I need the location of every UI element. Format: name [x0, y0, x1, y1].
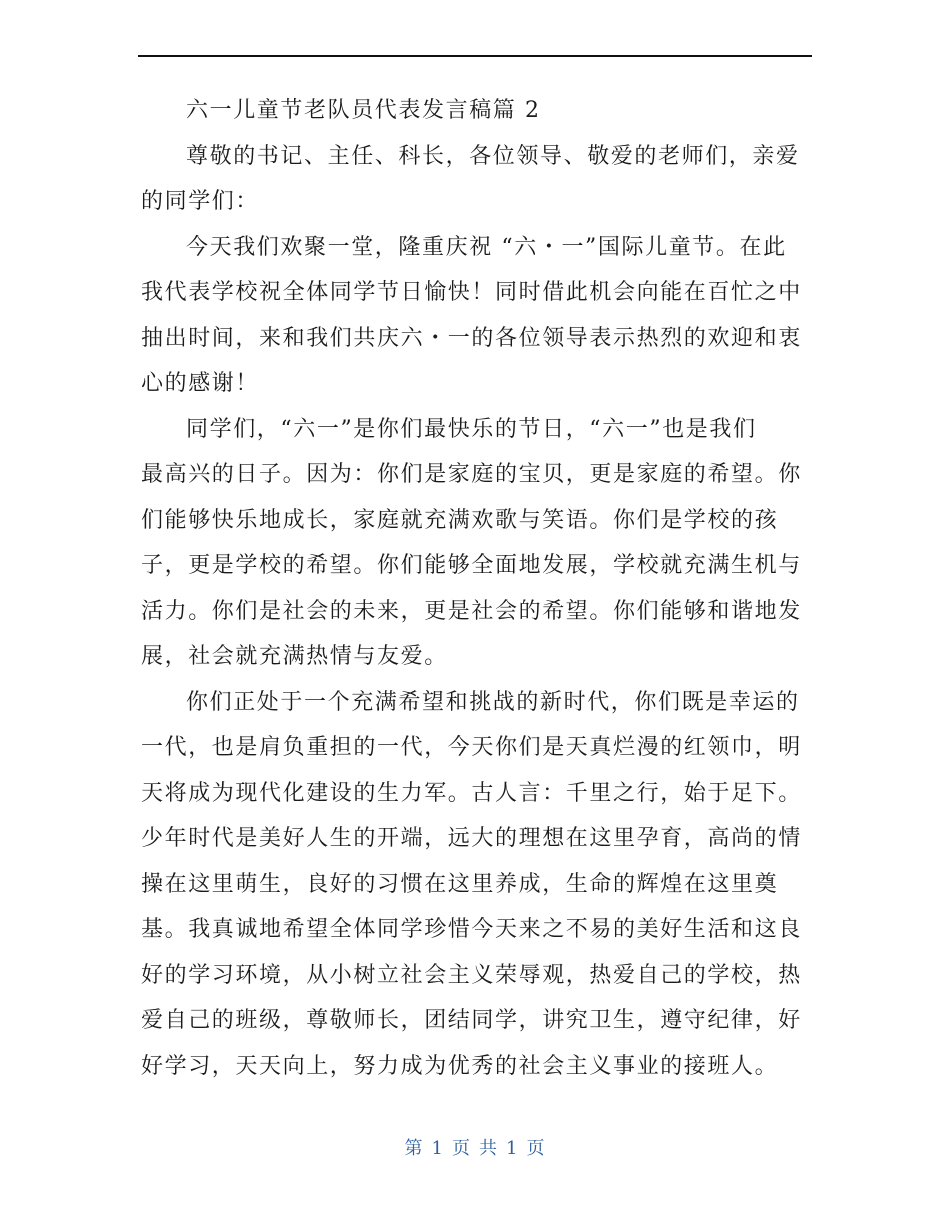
text-line: 展，社会就充满热情与友爱。 [141, 644, 448, 669]
footer-total-pages: 1 [506, 1138, 519, 1159]
text-line: 我代表学校祝全体同学节日愉快！同时借此机会向能在百忙之中 [141, 280, 802, 305]
footer-total-unit: 页 [526, 1138, 546, 1159]
text-line: 好的学习环境，从小树立社会主义荣辱观，热爱自己的学校，热 [141, 962, 802, 988]
text-line: 最高兴的日子。因为：你们是家庭的宝贝，更是家庭的希望。你 [141, 462, 802, 487]
text-line: 爱自己的班级，尊敬师长，团结同学，讲究卫生，遵守纪律，好 [141, 1008, 802, 1033]
text-line: 天将成为现代化建设的生力军。古人言：千里之行，始于足下。 [141, 780, 802, 806]
text-line: 的同学们： [141, 189, 260, 214]
text-line: 心的感谢！ [141, 371, 260, 396]
text-line: 们能够快乐地成长，家庭就充满欢歌与笑语。你们是学校的孩 [141, 507, 779, 533]
text-line: 基。我真诚地希望全体同学珍惜今天来之不易的美好生活和这良 [141, 917, 802, 942]
text-line: 好学习，天天向上，努力成为优秀的社会主义事业的接班人。 [141, 1053, 779, 1079]
header-rule [138, 55, 812, 57]
text-line: 同学们，“六一”是你们最快乐的节日，“六一”也是我们 [186, 416, 757, 442]
text-line: 尊敬的书记、主任、科长，各位领导、敬爱的老师们，亲爱 [186, 143, 800, 169]
text-line: 活力。你们是社会的未来，更是社会的希望。你们能够和谐地发 [141, 598, 802, 624]
footer-current-page: 1 [431, 1138, 444, 1159]
footer-total-label: 共 [479, 1138, 498, 1159]
text-line: 子，更是学校的希望。你们能够全面地发展，学校就充满生机与 [141, 553, 802, 578]
footer-page-unit: 页 [452, 1138, 471, 1159]
text-line: 你们正处于一个充满希望和挑战的新时代，你们既是幸运的 [186, 689, 800, 715]
page-footer [0, 1134, 950, 1160]
text-line: 一代，也是肩负重担的一代，今天你们是天真烂漫的红领巾，明 [141, 735, 802, 760]
text-line: 抽出时间，来和我们共庆六・一的各位领导表示热烈的欢迎和衷 [141, 325, 802, 351]
document-body [141, 88, 801, 1089]
text-line: 今天我们欢聚一堂，隆重庆祝 “六・一”国际儿童节。在此 [186, 234, 787, 260]
footer-page-label: 第 [404, 1138, 424, 1159]
document-title-line: 六一儿童节老队员代表发言稿篇 2 [186, 98, 541, 123]
text-line: 操在这里萌生，良好的习惯在这里养成，生命的辉煌在这里奠 [141, 871, 779, 897]
text-line: 少年时代是美好人生的开端，远大的理想在这里孕育，高尚的情 [141, 826, 802, 851]
